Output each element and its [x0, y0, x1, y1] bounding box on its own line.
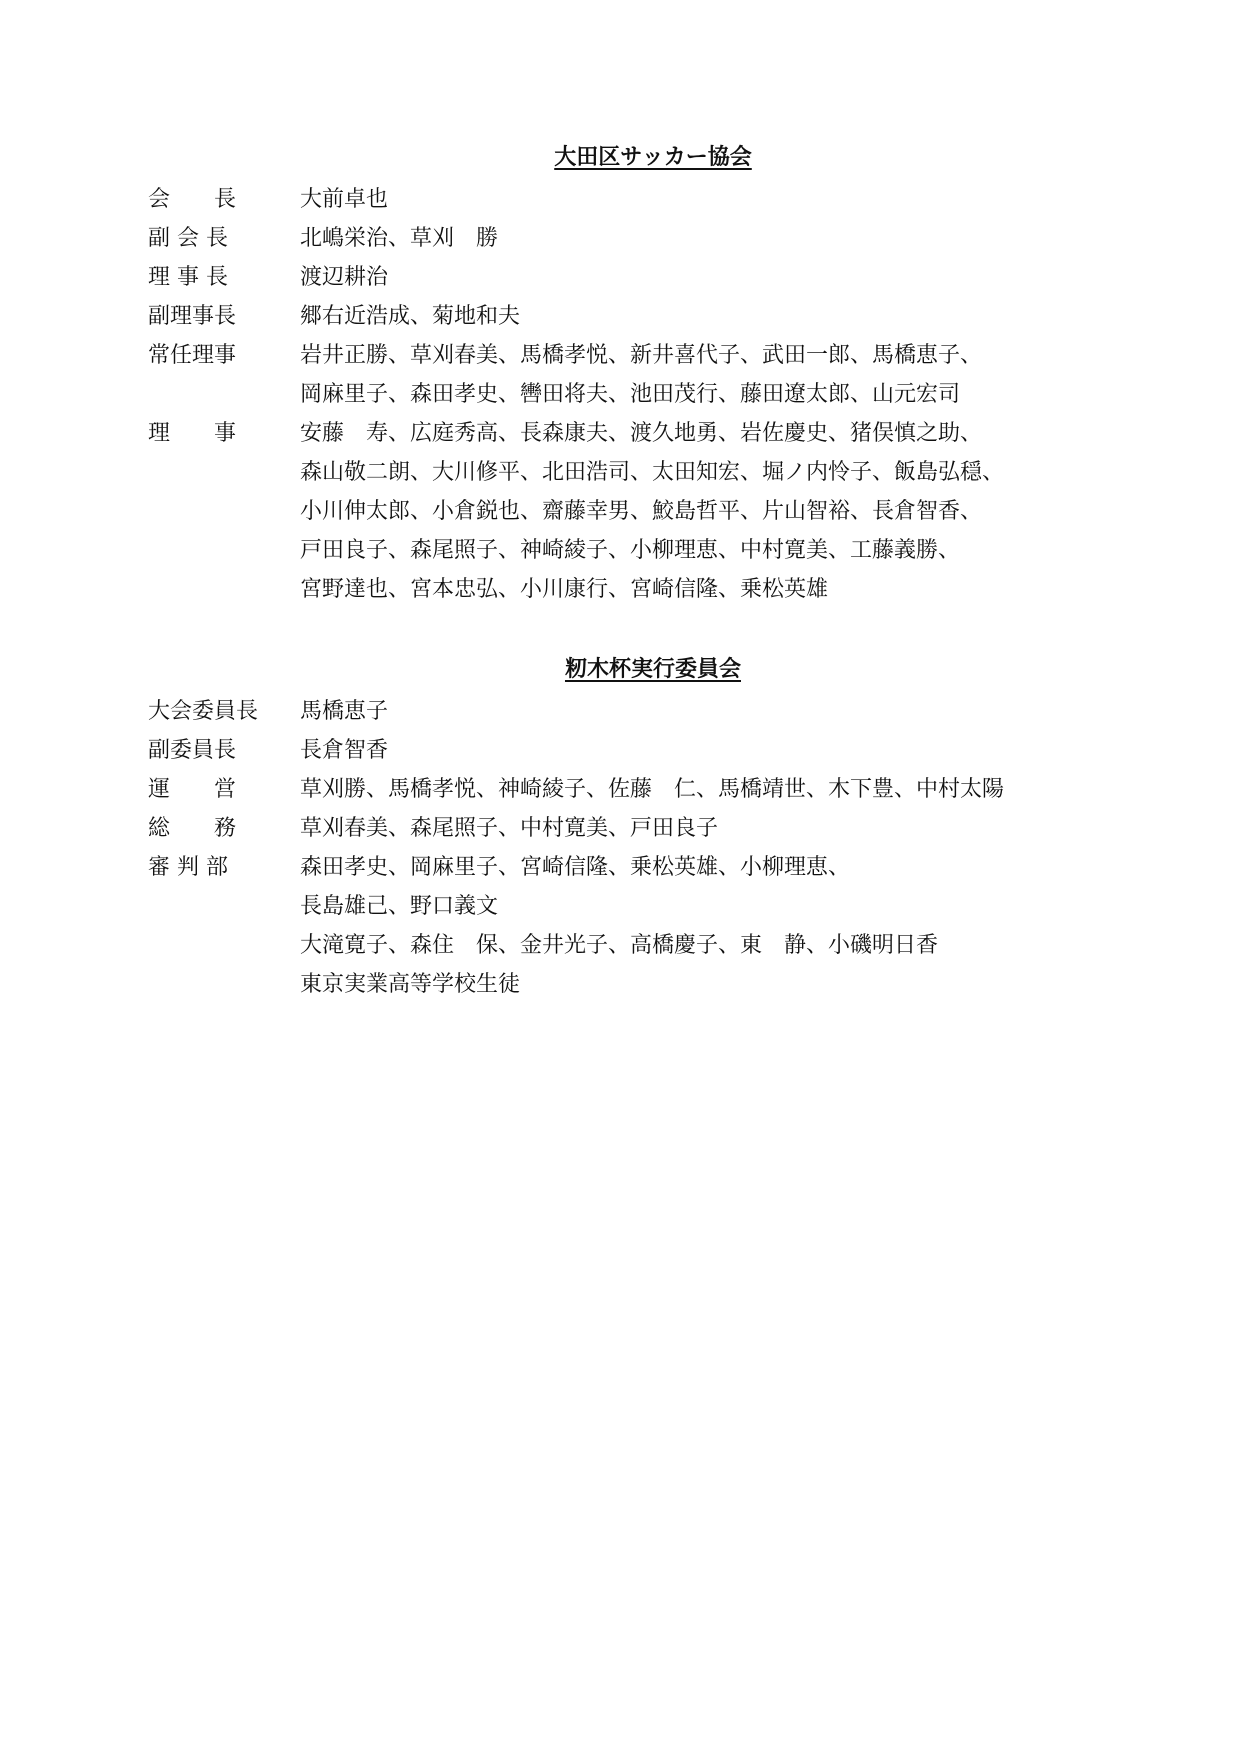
role-label: 総 務: [148, 816, 237, 841]
member-names: 安藤 寿、広庭秀高、長森康夫、渡久地勇、岩佐慶史、猪俣慎之助、: [300, 421, 983, 446]
member-names: 郷右近浩成、菊地和夫: [300, 304, 521, 329]
role-row: [148, 180, 1108, 219]
role-row: [148, 731, 1108, 770]
role-row: [148, 692, 1108, 731]
role-row-continuation: [148, 926, 1108, 965]
role-row: [148, 219, 1108, 258]
role-row-continuation: [148, 531, 1108, 570]
role-label: 常任理事: [148, 343, 237, 368]
member-names: 渡辺耕治: [300, 265, 389, 290]
member-names: 宮野達也、宮本忠弘、小川康行、宮崎信隆、乗松英雄: [300, 577, 829, 602]
role-row: [148, 258, 1108, 297]
role-label: 大会委員長: [148, 699, 259, 724]
section-momiki-cup-committee: [148, 650, 1108, 1004]
member-names: 大前卓也: [300, 187, 389, 212]
member-names: 長島雄己、野口義文: [300, 894, 499, 919]
member-names: 草刈春美、森尾照子、中村寛美、戸田良子: [300, 816, 719, 841]
member-names: 小川伸太郎、小倉鋭也、齋藤幸男、鮫島哲平、片山智裕、長倉智香、: [300, 499, 983, 524]
member-names: 馬橋恵子: [300, 699, 389, 724]
role-label: 副理事長: [148, 304, 237, 329]
role-label: 理 事: [148, 421, 237, 446]
role-row-continuation: [148, 570, 1108, 609]
member-names: 岩井正勝、草刈春美、馬橋孝悦、新井喜代子、武田一郎、馬橋恵子、: [300, 343, 983, 368]
member-names: 森山敬二朗、大川修平、北田浩司、太田知宏、堀ノ内怜子、飯島弘穏、: [300, 460, 1005, 485]
member-names: 長倉智香: [300, 738, 389, 763]
role-row-continuation: [148, 887, 1108, 926]
member-names: 東京実業高等学校生徒: [300, 972, 521, 997]
role-row: [148, 297, 1108, 336]
member-names: 草刈勝、馬橋孝悦、神崎綾子、佐藤 仁、馬橋靖世、木下豊、中村太陽: [300, 777, 1005, 802]
role-label: 副 会 長: [148, 226, 228, 251]
role-label: 会 長: [148, 187, 237, 212]
member-names: 森田孝史、岡麻里子、宮崎信隆、乗松英雄、小柳理恵、: [300, 855, 851, 880]
member-names: 岡麻里子、森田孝史、轡田将夫、池田茂行、藤田遼太郎、山元宏司: [300, 382, 961, 407]
member-names: 戸田良子、森尾照子、神崎綾子、小柳理恵、中村寛美、工藤義勝、: [300, 538, 961, 563]
role-label: 審 判 部: [148, 855, 228, 880]
section-title: 大田区サッカー協会: [554, 144, 752, 170]
member-names: 北嶋栄治、草刈 勝: [300, 226, 499, 251]
role-row-continuation: [148, 492, 1108, 531]
role-label: 運 営: [148, 777, 237, 802]
section-title: 籾木杯実行委員会: [564, 656, 741, 682]
role-row: [148, 414, 1108, 453]
role-row: [148, 336, 1108, 375]
role-row-continuation: [148, 375, 1108, 414]
member-names: 大滝寛子、森住 保、金井光子、高橋慶子、東 静、小磯明日香: [300, 933, 939, 958]
role-row: [148, 770, 1108, 809]
role-row: [148, 809, 1108, 848]
role-label: 理 事 長: [148, 265, 228, 290]
section-ota-soccer-association: [148, 138, 1108, 609]
role-row-continuation: [148, 965, 1108, 1004]
role-row-continuation: [148, 453, 1108, 492]
role-row: [148, 848, 1108, 887]
role-label: 副委員長: [148, 738, 237, 763]
